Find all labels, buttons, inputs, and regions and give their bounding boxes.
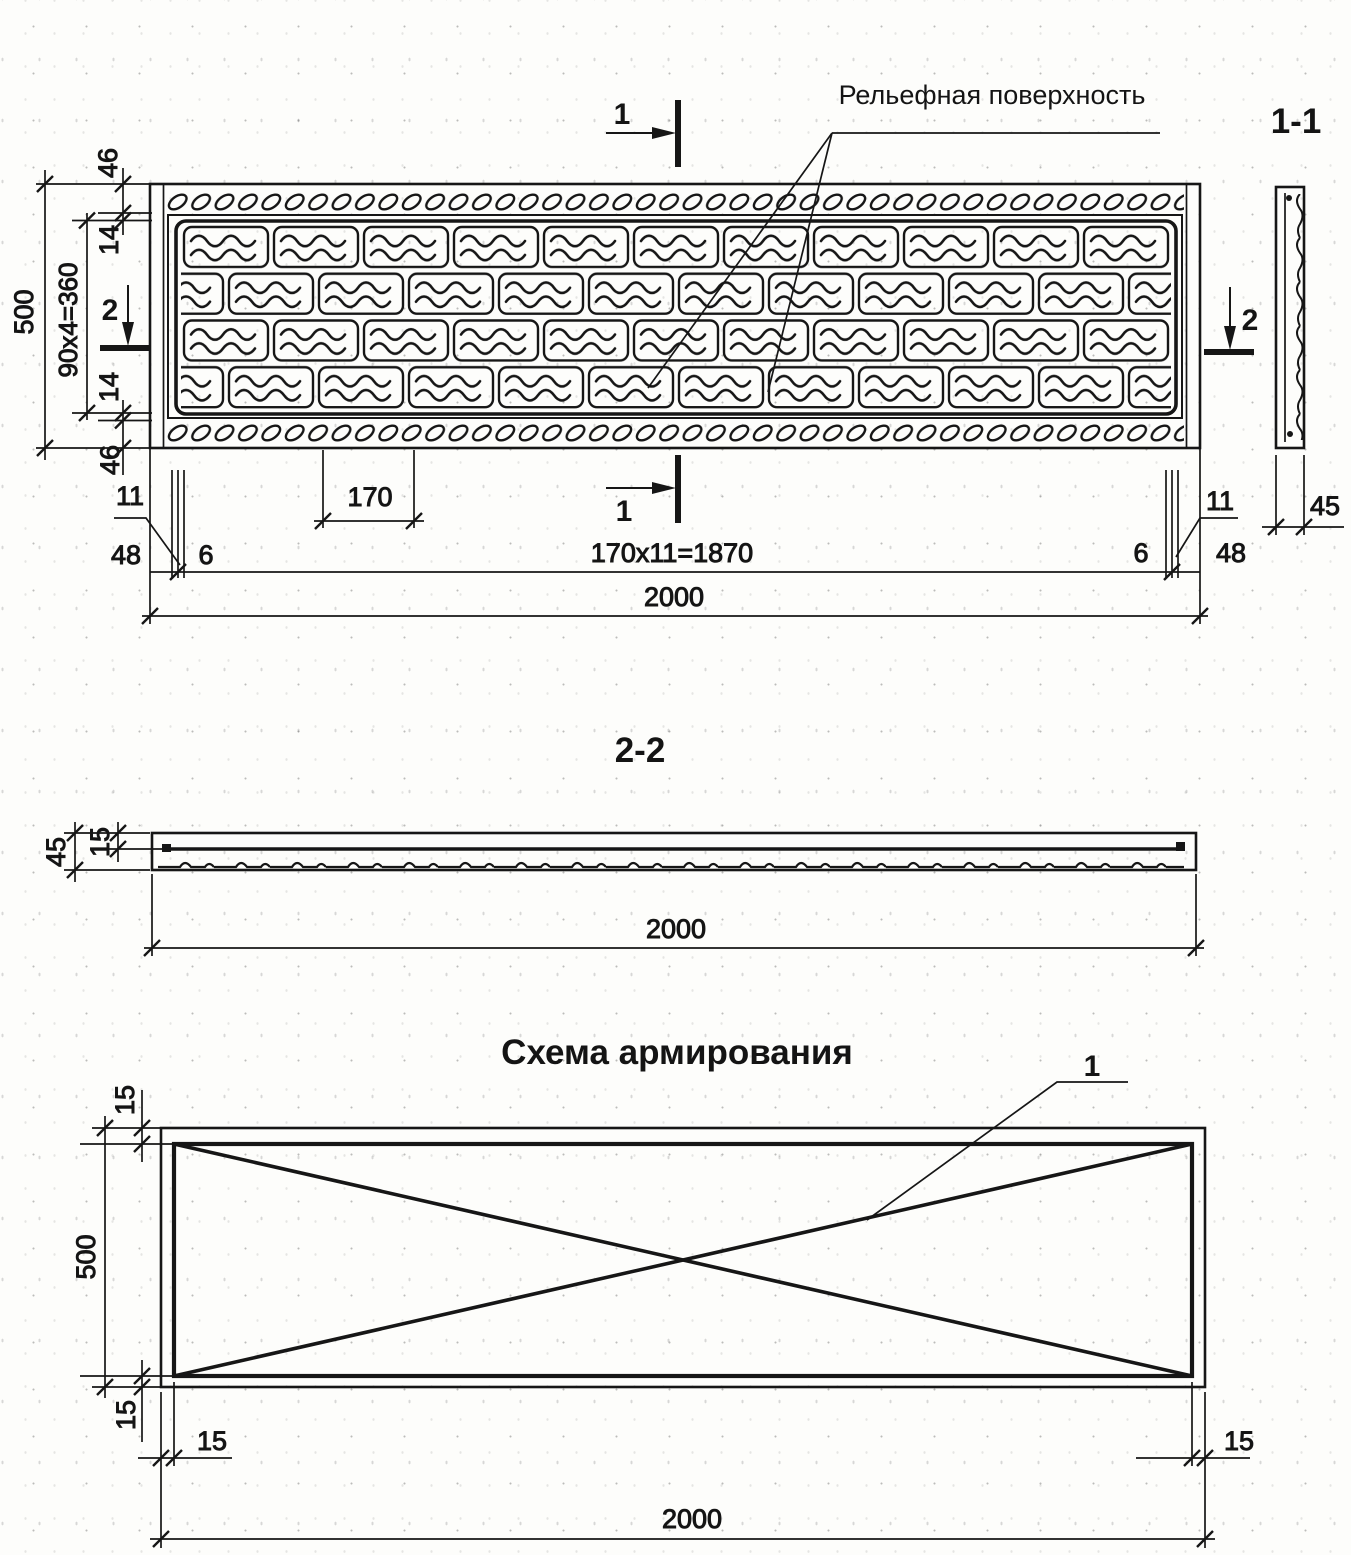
dim-45-2-2: 45 [41, 836, 71, 868]
section-2-2-relief-edge [158, 858, 1184, 869]
scheme-bottom-dimensions [138, 1382, 1254, 1548]
reinforcement-mesh [174, 1144, 1192, 1376]
mesh-mark-callout [867, 1050, 1128, 1220]
dim-500: 500 [9, 289, 39, 335]
scheme-left-dimensions [71, 1085, 174, 1442]
section-mark-2-right-label: 2 [1241, 304, 1259, 337]
reinforcement-scheme [71, 1033, 1254, 1548]
dim-14-top: 14 [94, 224, 124, 256]
dim-15-left: 15 [196, 1426, 228, 1456]
dim-45-1-1: 45 [1309, 491, 1341, 521]
section-1-1-relief-edge [1293, 194, 1303, 440]
section-2-2-title: 2-2 [614, 731, 666, 770]
dim-1870: 170x11=1870 [590, 538, 754, 568]
section-mark-2-left-label: 2 [101, 294, 119, 327]
dim-14-bottom: 14 [94, 371, 124, 403]
dim-6-right: 6 [1133, 538, 1149, 568]
rope-border-bottom [166, 422, 1184, 444]
dim-46-top: 46 [93, 147, 123, 179]
section-2-2-dimensions [41, 822, 1204, 956]
section-mark-1-bottom [606, 455, 678, 528]
rope-border-top [166, 191, 1184, 213]
section-1-1-title: 1-1 [1270, 102, 1322, 141]
dim-2000-2-2: 2000 [645, 914, 707, 944]
dim-15-right: 15 [1223, 1426, 1255, 1456]
dim-2000-scheme: 2000 [661, 1504, 723, 1534]
mesh-mark-label: 1 [1083, 1050, 1101, 1083]
section-mark-1-bottom-label: 1 [615, 495, 633, 528]
dim-500-scheme: 500 [71, 1234, 101, 1280]
reinforcement-title: Схема армирования [501, 1033, 853, 1072]
front-left-dimensions [9, 148, 152, 475]
section-1-1-dim-45 [1262, 455, 1344, 535]
dim-15-top: 15 [110, 1084, 140, 1116]
dim-6-left: 6 [198, 540, 214, 570]
section-1-1-view [1262, 102, 1344, 535]
dim-48-right: 48 [1215, 538, 1247, 568]
dim-170: 170 [347, 482, 393, 512]
dim-11-left: 11 [115, 481, 145, 511]
scheme-panel-outline [161, 1128, 1205, 1387]
dim-48-left: 48 [110, 540, 142, 570]
section-mark-1-top [606, 98, 678, 167]
section-mark-2-left [100, 285, 150, 348]
dim-15-bottom: 15 [111, 1399, 141, 1431]
dim-15-2-2: 15 [85, 826, 115, 858]
section-mark-2-right [1204, 287, 1258, 352]
front-elevation-view [9, 80, 1258, 624]
section-mark-1-top-label: 1 [613, 98, 631, 131]
dim-46-bottom: 46 [95, 444, 125, 476]
dim-11-right: 11 [1205, 486, 1235, 516]
section-2-2-view [41, 731, 1204, 956]
dim-2000-front: 2000 [643, 582, 705, 612]
relief-surface-label: Рельефная поверхность [838, 80, 1146, 110]
dim-90x4: 90x4=360 [53, 262, 83, 378]
brick-relief-rows [181, 224, 1171, 411]
